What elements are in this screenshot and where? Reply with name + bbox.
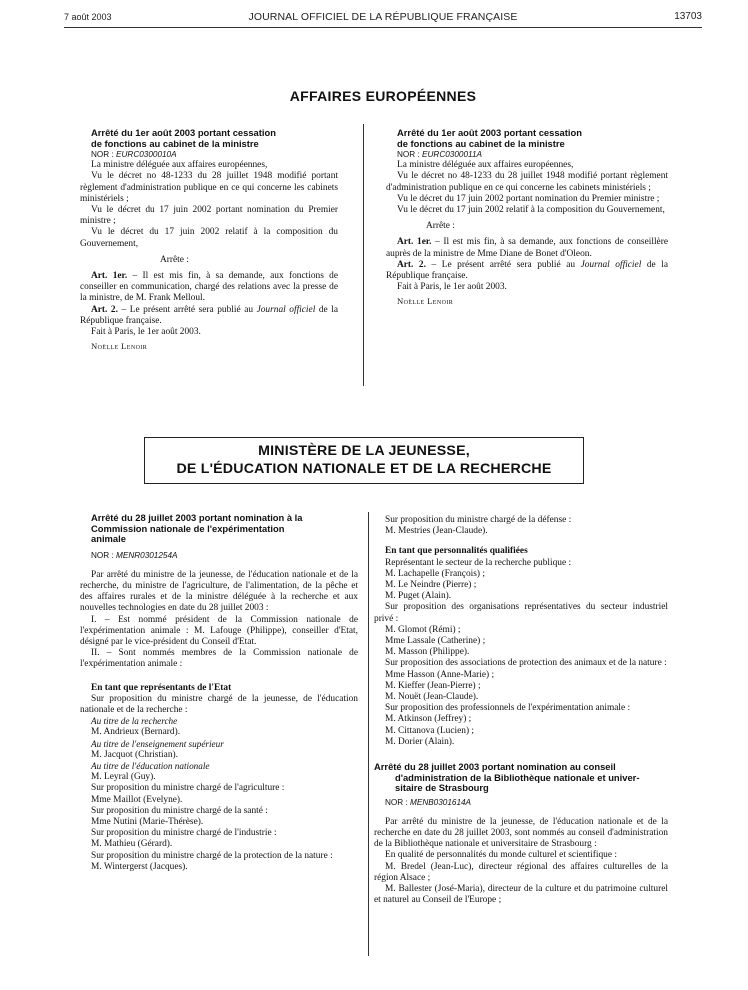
paragraph: La ministre déléguée aux affaires européennes, (91, 160, 268, 171)
list-item: Sur proposition des professionnels de l'expérimentation animale : (385, 703, 631, 714)
column-divider (368, 512, 369, 956)
list-item: Sur proposition du ministre chargé de la défense : (385, 515, 572, 525)
paragraph: M. Bredel (Jean-Luc), directeur régional des affaires culturelles de la région Alsace ; (374, 861, 668, 883)
italic-subheading: Au titre de l'éducation nationale (91, 760, 210, 771)
header-rule (64, 27, 702, 28)
right-column-section2 (374, 515, 668, 906)
paragraph: M. Ballester (José-Maria), directeur de la culture et du patrimoine culturel et naturel au Conseil de l'Europe ; (374, 883, 668, 906)
list-item: M. Puget (Alain). (385, 591, 452, 602)
paragraph: La ministre déléguée aux affaires européennes, (397, 160, 574, 171)
article-title-line: Commission nationale de l'expérimentation (91, 522, 285, 534)
subheading: En tant que représentants de l'Etat (91, 682, 232, 693)
list-item: Sur proposition du ministre chargé de la protection de la nature : (91, 850, 333, 861)
article-right-eurc11 (386, 128, 668, 309)
list-item: Mme Maillot (Evelyne). (91, 794, 183, 805)
article-title-line: Arrêté du 28 juillet 2003 portant nomination à la (91, 512, 303, 523)
list-item: M. Mestries (Jean-Claude). (385, 526, 488, 537)
paragraph: Sur proposition des associations de protection des animaux et de la nature : (385, 658, 667, 669)
list-item: Sur proposition du ministre chargé de la santé : (91, 805, 268, 816)
paragraph: Par arrêté du ministre de la jeunesse, de l'éducation nationale et de la recherche, du ministre de l'agriculture, de l'alimentation, de la pêche et des affaires rurales et de la ministre déléguée à la recherche et aux nouvelles technologies en date du 28 juillet 2003 : (80, 569, 358, 614)
paragraph: Vu le décret du 17 juin 2002 portant nomination du Premier ministre ; (397, 193, 660, 204)
header-date: 7 août 2003 (64, 12, 112, 22)
signature: Noëlle Lenoir (91, 341, 148, 352)
ministry-title-box (144, 437, 584, 484)
paragraph: Vu le décret no 48-1233 du 28 juillet 1948 modifié portant règlement d'administration publique en ce qui concerne les cabinets ministériels ; (386, 171, 668, 193)
nor-reference: NOR : EURC0300011A (397, 150, 482, 159)
list-item: M. Mathieu (Gérard). (91, 839, 173, 850)
paragraph: Sur proposition des organisations représentatives du secteur industriel privé : (374, 602, 668, 624)
list-item: M. Wintergerst (Jacques). (91, 861, 188, 872)
paragraph: Vu le décret no 48-1233 du 28 juillet 1948 modifié portant règlement d'administration publique en ce qui concerne les cabinets ministériels ; (80, 171, 338, 204)
article-menr1254 (80, 513, 358, 873)
nor-reference: NOR : MENR0301254A (91, 550, 178, 560)
article-title-line: Arrêté du 1er août 2003 portant cessation (397, 127, 582, 138)
fait-a-paris: Fait à Paris, le 1er août 2003. (91, 327, 201, 338)
arrete-label: Arrête : (426, 221, 455, 232)
signature: Noëlle Lenoir (397, 296, 454, 307)
article-left-eurc10 (80, 128, 338, 353)
list-item: Représentant le secteur de la recherche publique : (385, 557, 572, 568)
list-item: M. Le Neindre (Pierre) ; (385, 580, 477, 591)
list-item: Mme Hasson (Anne-Marie) ; (385, 669, 495, 680)
paragraph: Sur proposition du ministre chargé de la jeunesse, de l'éducation nationale et de la recherche : (80, 693, 358, 715)
article-title-line: d'administration de la Bibliothèque nationale et univer- (395, 771, 640, 783)
fait-a-paris: Fait à Paris, le 1er août 2003. (397, 282, 507, 293)
list-item: Mme Lassale (Catherine) ; (385, 636, 486, 647)
article-title-line: Arrêté du 1er août 2003 portant cessation (91, 127, 276, 138)
paragraph: Vu le décret du 17 juin 2002 relatif à la composition du Gouvernement, (80, 227, 338, 249)
list-item: M. Nouët (Jean-Claude). (385, 692, 479, 703)
article-title-line: de fonctions au cabinet de la ministre (397, 137, 565, 149)
paragraph: Vu le décret du 17 juin 2002 relatif à la composition du Gouvernement, (397, 205, 665, 216)
page-header (64, 10, 702, 24)
list-item: M. Atkinson (Jeffrey) ; (385, 714, 472, 725)
article-1: Art. 1er. – Il est mis fin, à sa demande, aux fonctions de conseillère auprès de la ministre de Mme Diane de Bonet d'Oleon. (386, 237, 668, 259)
ministry-title-line: DE L'ÉDUCATION NATIONALE ET DE LA RECHERCHE (176, 460, 552, 477)
article-title-line: sitaire de Strasbourg (395, 782, 489, 794)
italic-subheading: Au titre de la recherche (91, 716, 178, 727)
paragraph: I. – Est nommé président de la Commission nationale de l'expérimentation animale : M. Lafouge (Philippe), conseiller d'Etat, désigné par le vice-président du Conseil d'Etat. (80, 614, 358, 647)
column-divider (363, 124, 364, 386)
article-title-line: de fonctions au cabinet de la ministre (91, 137, 259, 149)
list-item: M. Leyral (Guy). (91, 772, 156, 783)
nor-reference: NOR : MENB0301614A (385, 797, 472, 807)
section-title-affaires-europeennes: AFFAIRES EUROPÉENNES (289, 88, 477, 104)
arrete-label: Arrête : (160, 254, 189, 265)
article-2: Art. 2. – Le présent arrêté sera publié au Journal officiel de la République française. (386, 259, 668, 282)
article-1: Art. 1er. – Il est mis fin, à sa demande, aux fonctions de conseiller en communication, chargé des relations avec la presse de la ministre, de M. Frank Melloul. (80, 271, 338, 304)
paragraph: Vu le décret du 17 juin 2002 portant nomination du Premier ministre ; (80, 205, 338, 227)
page-number: 13703 (674, 11, 702, 22)
member-name: M. Andrieux (Bernard). (91, 727, 181, 738)
list-item: M. Dorier (Alain). (385, 736, 455, 747)
italic-subheading: Au titre de l'enseignement supérieur (91, 738, 224, 749)
subheading: En tant que personnalités qualifiées (385, 546, 528, 557)
list-item: Sur proposition du ministre chargé de l'industrie : (91, 828, 277, 839)
article-title-line: Arrêté du 28 juillet 2003 portant nomination au conseil (374, 761, 616, 773)
list-item: M. Lachapelle (François) ; (385, 568, 485, 579)
ministry-title-line: MINISTÈRE DE LA JEUNESSE, (258, 443, 470, 459)
paragraph: II. – Sont nommés membres de la Commission nationale de l'expérimentation animale : (80, 648, 358, 670)
list-item: Sur proposition du ministre chargé de l'agriculture : (91, 783, 285, 794)
list-item: M. Cittanova (Lucien) ; (385, 725, 475, 736)
paragraph: En qualité de personnalités du monde culturel et scientifique : (385, 850, 617, 861)
article-title-line: animale (91, 533, 126, 544)
journal-title: JOURNAL OFFICIEL DE LA RÉPUBLIQUE FRANÇAISE (248, 11, 518, 23)
member-name: M. Jacquot (Christian). (91, 749, 178, 760)
list-item: M. Masson (Philippe). (385, 647, 470, 658)
list-item: M. Glomot (Rémi) ; (385, 624, 461, 635)
article-2: Art. 2. – Le présent arrêté sera publié au Journal officiel de la République française. (80, 304, 338, 326)
nor-reference: NOR : EURC0300010A (91, 150, 177, 159)
list-item: M. Kieffer (Jean-Pierre) ; (385, 680, 481, 691)
paragraph: Par arrêté du ministre de la jeunesse, de l'éducation nationale et de la recherche en date du 28 juillet 2003, sont nommés au conseil d'administration de la Bibliothèque nationale et universitaire de Strasbourg : (374, 816, 668, 850)
list-item: Mme Nutini (Marie-Thérèse). (91, 816, 204, 827)
